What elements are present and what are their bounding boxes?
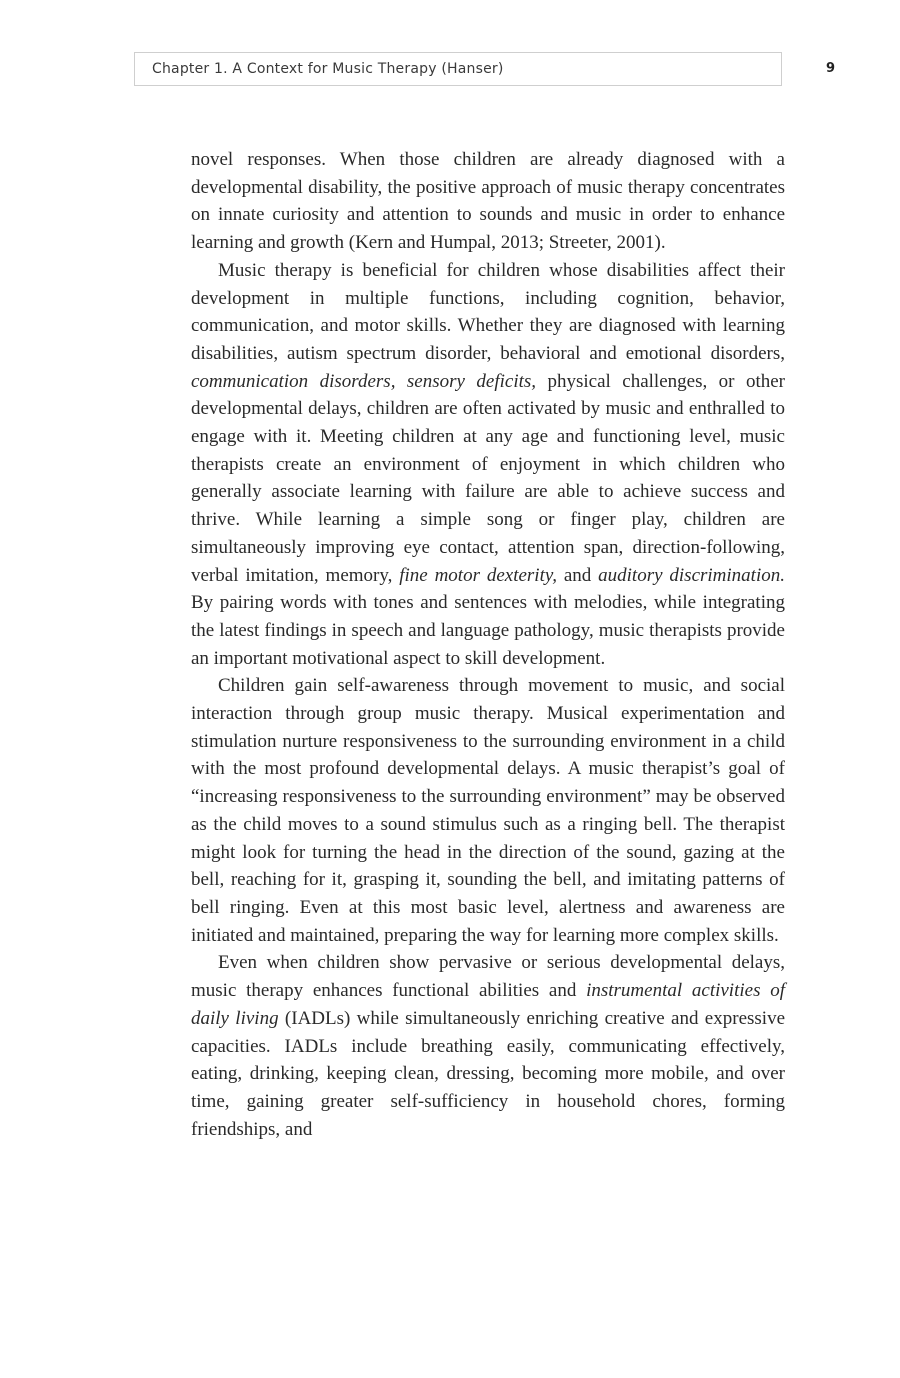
text-run: and xyxy=(557,564,599,586)
italic-term: instrumental activities of daily living xyxy=(191,980,785,1029)
text-run: novel responses. When those children are already diagnosed with a developmental disability, the positive approach of music therapy concentrates on innate curiosity and attention to sounds and music in order to enhance learning and growth (Kern and Humpal, 2013; Streeter, 2001). xyxy=(191,149,785,254)
italic-term: fine motor dexterity, xyxy=(399,564,557,586)
paragraph-4 xyxy=(191,949,785,1143)
paragraph-3 xyxy=(191,672,785,949)
page-top-edge xyxy=(0,0,900,6)
text-run: Children gain self-awareness through movement to music, and social interaction through group music therapy. Musical experimentation and stimulation nurture responsiveness to the surrounding environment in a child with the most profound developmental delays. A music therapist’s goal of “increasing responsiveness to the surrounding environment” may be observed as the child moves to a sound stimulus such as a ringing bell. The therapist might look for turning the head in the direction of the sound, gazing at the bell, reaching for it, grasping it, sounding the bell, and imitating patterns of bell ringing. Even at this most basic level, alertness and awareness are initiated and maintained, preparing the way for learning more complex skills. xyxy=(191,675,785,946)
text-run: By pairing words with tones and sentences with melodies, while integrating the latest findings in speech and language pathology, music therapists provide an important motivational aspect to skill development. xyxy=(191,592,785,669)
italic-term: communication disorders, sensory deficits, xyxy=(191,370,537,392)
paragraph-1 xyxy=(191,146,785,257)
text-run: Even when children show pervasive or serious developmental delays, music therapy enhances functional abilities and xyxy=(191,952,785,1002)
running-head xyxy=(134,52,782,86)
italic-term: auditory discrimination. xyxy=(598,564,785,586)
paragraph-2 xyxy=(191,257,785,673)
text-run: physical challenges, or other developmental delays, children are often activated by music and enthralled to engage with it. Meeting children at any age and functioning level, music therapists create an environment of enjoyment in which children who generally associate learning with failure are able to achieve success and thrive. While learning a simple song or finger play, children are simultaneously improving eye contact, attention span, direction-following, verbal imitation, memory, xyxy=(191,370,786,586)
running-head-title: Chapter 1. A Context for Music Therapy (Hanser) xyxy=(152,61,504,77)
text-run: (IADLs) while simultaneously enriching creative and expressive capacities. IADLs include breathing easily, communicating effectively, eating, drinking, keeping clean, dressing, becoming more mobile, and over time, gaining greater self-sufficiency in household chores, forming friendships, and xyxy=(191,1007,786,1140)
page-number: 9 xyxy=(826,61,836,76)
body-text xyxy=(191,146,785,1143)
text-run: Music therapy is beneficial for children whose disabilities affect their development in multiple functions, including cognition, behavior, communication, and motor skills. Whether they are diagnosed with learning disabilities, autism spectrum disorder, behavioral and emotional disorders, xyxy=(191,259,785,364)
